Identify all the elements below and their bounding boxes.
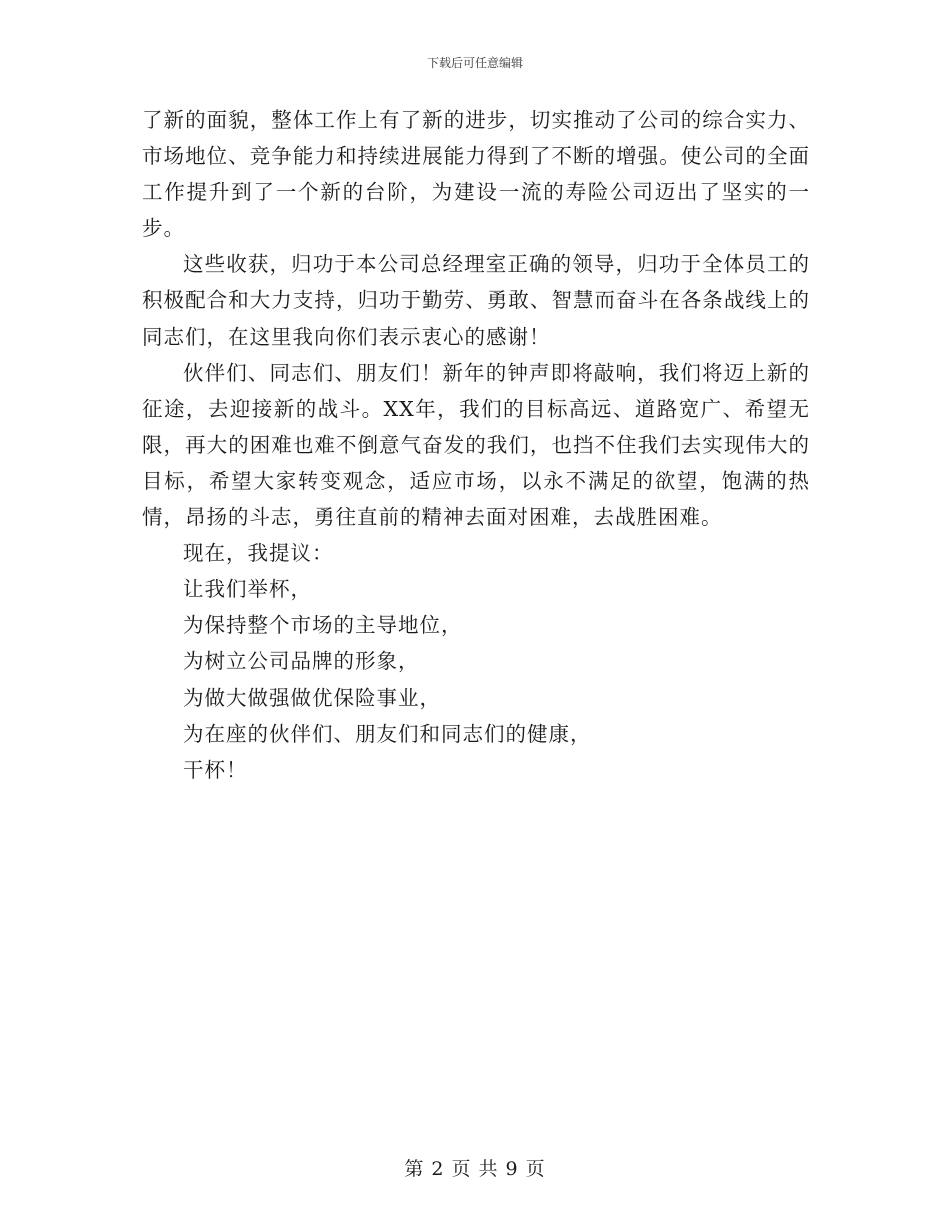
paragraph-continuation: 了新的面貌，整体工作上有了新的进步，切实推动了公司的综合实力、市场地位、竞争能力和持续进展能力得到了不断的增强。使公司的全面工作提升到了一个新的台阶，为建设一流的寿险公司迈出了坚实的一步。	[142, 108, 810, 241]
paragraph-new-year: 伙伴们、同志们、朋友们！新年的钟声即将敲响，我们将迈上新的征途，去迎接新的战斗。XX年，我们的目标高远、道路宽广、希望无限，再大的困难也难不倒意气奋发的我们，也挡不住我们去实现伟大的目标，希望大家转变观念，适应市场，以永不满足的欲望，饱满的热情，昂扬的斗志，勇往直前的精神去面对困难，去战胜困难。	[142, 360, 810, 530]
document-body	[142, 102, 810, 788]
toast-line: 为在座的伙伴们、朋友们和同志们的健康，	[183, 721, 592, 746]
page-number-footer: 第 2 页 共 9 页	[404, 1158, 546, 1180]
toast-cheers-line: 干杯！	[183, 757, 248, 782]
toast-line: 为做大做强做优保险事业，	[183, 685, 441, 710]
toast-line: 为树立公司品牌的形象，	[183, 649, 420, 674]
proposal-line: 现在，我提议：	[183, 541, 334, 566]
toast-line: 为保持整个市场的主导地位，	[183, 613, 463, 638]
paragraph-gratitude: 这些收获，归功于本公司总经理室正确的领导，归功于全体员工的积极配合和大力支持，归功于勤劳、勇敢、智慧而奋斗在各条战线上的同志们，在这里我向你们表示衷心的感谢！	[142, 252, 810, 349]
page-header: 下载后可任意编辑	[426, 56, 523, 70]
toast-line: 让我们举杯，	[183, 577, 312, 602]
